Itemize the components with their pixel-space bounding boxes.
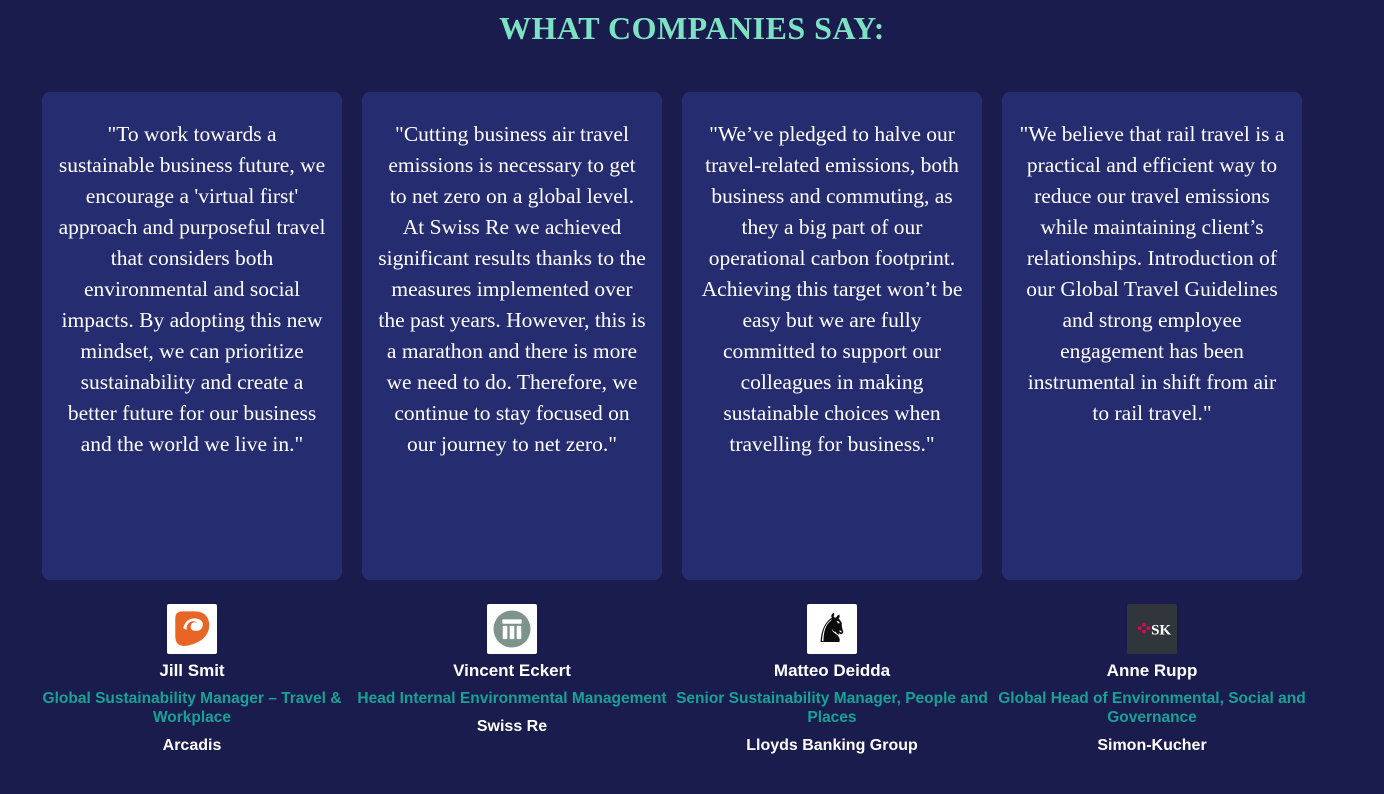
quote-text: "To work towards a sustainable business future, we encourage a 'virtual first' approach and purposeful travel that considers both environmental and social impacts. By adopting this new mindset, we can prioritize sustainability and create a better future for our business and the world we live in." [58, 122, 326, 456]
attribution-lloyds [662, 604, 1002, 755]
arcadis-logo-icon [167, 604, 217, 654]
person-name: Vincent Eckert [453, 661, 571, 680]
simon-kucher-logo-icon [1127, 604, 1177, 654]
black-horse-icon: ♞ [814, 606, 850, 652]
testimonial-cards [0, 92, 1384, 580]
person-role: Senior Sustainability Manager, People and Places [676, 690, 988, 726]
attribution-simon-kucher [982, 604, 1322, 755]
testimonial-card-lloyds [682, 92, 982, 580]
quote-text: "Cutting business air travel emissions is necessary to get to net zero on a global level. At Swiss Re we achieved significant results thanks to the measures implemented over the past years. However, this is a marathon and there is more we need to do. Therefore, we continue to stay focused on our journey to net zero." [378, 122, 646, 456]
company-name: Simon-Kucher [1097, 737, 1207, 754]
testimonial-card-swiss-re [362, 92, 662, 580]
lloyds-horse-logo-icon [807, 604, 857, 654]
svg-text:SK: SK [1151, 622, 1172, 639]
page-title: WHAT COMPANIES SAY: [499, 10, 885, 46]
quote-text: "We believe that rail travel is a practical and efficient way to reduce our travel emissions while maintaining client’s relationships. Introduction of our Global Travel Guidelines and strong employee engagement has been instrumental in shift from air to rail travel." [1019, 122, 1285, 425]
arcadis-flame-icon [170, 607, 214, 651]
swiss-re-logo-icon [487, 604, 537, 654]
person-role: Global Sustainability Manager – Travel & Workplace [42, 690, 342, 726]
person-role: Global Head of Environmental, Social and Governance [998, 690, 1306, 726]
person-role: Head Internal Environmental Management [357, 690, 667, 707]
quote-text: "We’ve pledged to halve our travel-related emissions, both business and commuting, as they a big part of our operational carbon footprint. Achieving this target won’t be easy but we are fully committed to support our colleagues in making sustainable choices when travelling for business." [701, 122, 963, 456]
company-name: Swiss Re [476, 718, 548, 735]
person-name: Matteo Deidda [773, 661, 891, 680]
attribution-swiss-re [342, 604, 682, 755]
attribution-arcadis [22, 604, 362, 755]
attribution-row [0, 604, 1384, 755]
testimonial-card-arcadis [42, 92, 342, 580]
company-name: Lloyds Banking Group [746, 737, 918, 754]
company-name: Arcadis [162, 737, 222, 754]
person-name: Anne Rupp [1106, 661, 1198, 680]
sk-monogram-icon [1130, 607, 1174, 651]
swiss-re-temple-icon [490, 607, 534, 651]
testimonial-card-simon-kucher [1002, 92, 1302, 580]
person-name: Jill Smit [159, 661, 225, 680]
